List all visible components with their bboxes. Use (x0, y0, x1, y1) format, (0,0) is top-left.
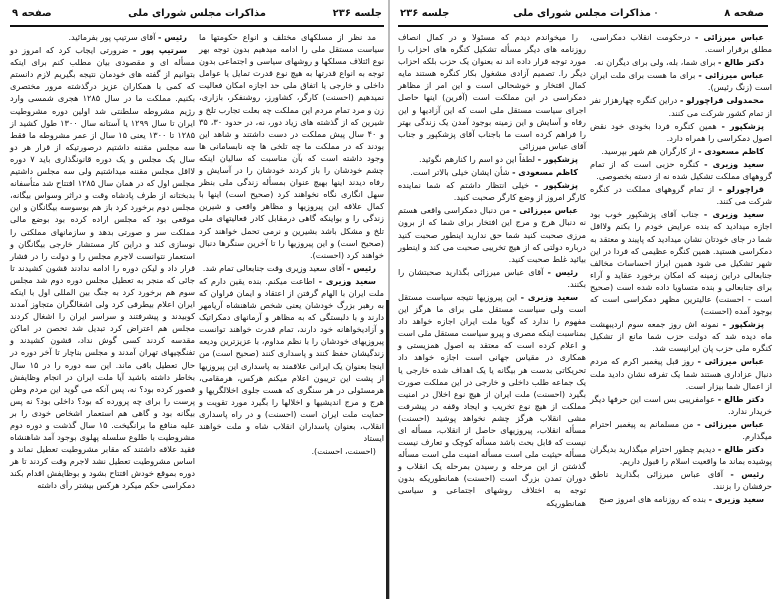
speech-paragraph (398, 31, 586, 152)
speech-paragraph (590, 183, 772, 207)
speaker-name: رئیس - (347, 262, 376, 273)
speaker-name: محمدولی قراچورلو - (679, 95, 765, 106)
speaker-name: پزشکپور - (721, 120, 764, 131)
speech-paragraph (398, 204, 586, 264)
speech-paragraph (590, 120, 772, 144)
speaker-name: سعید وزیری - (708, 494, 764, 505)
speech-text: برای شما، بله، ولی برای دیگران نه. (594, 57, 716, 68)
speech-text: شأن ایشان خیلی بالاتر است. (410, 167, 510, 178)
speech-text: از تمام گروههای مملکت در کنگره شرکت می کنند. (590, 184, 772, 207)
speech-text: را میخواندم دیدم که مسئولا و در کمال انصاف روزنامه های دیگر مسأله تشکیل کنگره های احزاب را مورد توجه قرار داده اند نه بعنوان یک حزب بلکه احزاب دیگر را. تصمیم آزادی مشغول بکار کنگره هستند مایه کمال افتخار و خوشحالی است و این امر از مظاهر دمکراسی در این مملکت است (آفرین) اینها حاصل اجرای سیاست مستقل ملی است که این آزادیها و این رفاه و آسایش و این زمینه بوجود آمدن یک زندگی بهتر را فراهم کرده است ما باجناب آقای پزشکپور و جناب آقای عباس میرزائی (398, 32, 586, 151)
speech-text: جناب آقای پزشکپور خوب بود اجازه میدادید که بنده عرایض خودم را بکنم ولااقل شما در جای خودتان نشان میدادید که پایبند و معتقد به دمکراسی هستید. همین کنگره عظیمی که فردا در این شهر تشکیل می شود همین ابراز احساسات مخالف جنابعالی دراین زمینه که امکان برخورد عقاید و آراء برای جنابعالی و بنده متساویا داده شده است (صحیح است - احسنت) عالیترین مظهر دمکراسی است که بوجود آمده (احسنت) (590, 209, 772, 317)
speaker-name: رئیس - (158, 32, 187, 42)
right-page (390, 0, 778, 599)
page-gutter-shadow (386, 300, 389, 599)
speech-text: دراین کنگره چهارهزار نفر از تمام کشور شرکت می کنند. (590, 95, 772, 118)
speech-paragraph (590, 493, 772, 505)
speech-text: برای ما هست برای ملت ایران است (زنگ رئیس). (590, 70, 772, 93)
page-header (400, 8, 764, 24)
speaker-name: دکتر طالع - (718, 57, 764, 68)
speech-paragraph (590, 145, 772, 157)
speech-text: نمونه اش روز جمعه سوم اردیبهشت ماه دیده شد که دولت حزب شما مانع از تشکیل کنگره ملی حزب پان ایرانیست شد. (590, 319, 772, 354)
header-rule (398, 25, 768, 27)
speaker-name: کاظم مسعودی - (698, 145, 764, 156)
speech-text: از کارگران هم شهر بپرسید. (601, 145, 696, 156)
speech-text: لطفاً این دو اسم را کنارهم نگوئید. (419, 153, 535, 164)
speech-text: کنگره حزبی است که از تمام گروههای مملکت تشکیل شده نه از دسته بخصوصی. (590, 158, 772, 182)
speech-paragraph (199, 275, 384, 444)
page-number: صفحه ۸ (724, 8, 764, 19)
running-title: مذاکرات مجلس شورای ملی (513, 8, 651, 19)
speech-text: روز قبل پیغمبر اکرم که مردم دنبال عزاداری هستند شما یک تفرقه نشان دادید ملت از اعمال شما بیزار است. (590, 356, 772, 391)
speech-paragraph (398, 291, 586, 509)
speaker-name: سعید وزیری - (703, 209, 764, 220)
speech-paragraph (199, 445, 384, 457)
speech-text: دیدیم چطور احترام میگذارید بدیگران پوشیده بماند ما واقعیت اسلام را قبول داریم. (590, 444, 772, 467)
running-title: مذاکرات مجلس شورای ملی (128, 8, 266, 19)
text-column-left (398, 31, 586, 510)
speech-paragraph (590, 393, 772, 417)
speaker-name: رئیس - (547, 266, 578, 277)
speech-text: بنده که روزنامه های امروز صبح (599, 494, 707, 505)
speaker-name: سرتیپ پور - (132, 45, 187, 56)
speech-text: آقای عباس میرزائی بگذارید ناطق حرفشان را بزنند. (590, 469, 772, 492)
speech-paragraph (590, 468, 772, 492)
speech-paragraph (398, 179, 586, 203)
text-column-right (590, 31, 772, 507)
header-rule (10, 25, 384, 27)
text-column-right (199, 31, 384, 458)
speech-text: (احسنت، احسنت). (311, 446, 376, 457)
speaker-name: سعید وزیری - (704, 158, 764, 169)
speech-paragraph (590, 94, 772, 118)
speech-paragraph (590, 443, 772, 467)
speech-paragraph (590, 56, 772, 68)
speech-paragraph (590, 31, 772, 55)
speaker-name: دکتر طالع - (717, 393, 764, 404)
left-page (0, 0, 388, 599)
session-number: جلسه ۲۳۶ (332, 8, 382, 19)
speaker-name: عباس میرزائی - (697, 418, 764, 429)
speech-text: این پیروزیها نتیجه سیاست مستقل است ولی سیاست مستقل ملی برای ما هرگز این مفهوم را ندارد که گویا ملت ایران اجازه خواهد داد بمناسبت اینکه مصری و پیرو سیاست مستقل ملی است و اعلام کرده است که معتقد به اصول همزیستی و همکاری در مقیاس جهانی است اجازه خواهد داد تحریکاتی بدست هر بیگانه یا یک اهداف شده خارجی یا یک جماعه طلب داخلی و خارجی در این مملکت صورت بگیرد (احسنت) ملت ایران از هیچ نوع اخلال در امنیت مملکت از هیچ نوع تخریب و ایجاد وقفه در پیشرفت مشی انقلاب هرگز چشم نخواهد پوشید (احسنت) مسأله انقلاب، پیروزیهای حاصل از انقلاب، مسأله ای نیست که قابل بحث باشد مسأله کوچک و تعارف نیست مسأله حیثیت ملی است مسأله امنیت ملی است مسأله گذشتن از این مرحله و رسیدن بمرحله یک انقلاب و دوران تمدن بزرگ است (احسنت) همانطوریکه بدون توجه به اختلاف روشهای اجتماعی و سیاسی همانطوریکه (397, 291, 586, 508)
speech-paragraph (398, 266, 586, 290)
speech-paragraph (590, 318, 772, 354)
speech-paragraph (590, 208, 772, 317)
speaker-name: عباس میرزائی - (697, 356, 764, 367)
text-column-left (10, 31, 195, 493)
speaker-name: سعید وزیری - (318, 275, 376, 286)
session-number: جلسه ۲۳۶ (400, 8, 450, 19)
speaker-name: رئیس - (730, 469, 765, 480)
speech-text: خیلی انتظار داشتم که شما نماینده کارگر امروز از وضع کارگر صحبت کنید. (398, 180, 586, 203)
speech-text: ضرورتی ایجاب کرد که امروز دو مسأله ای و مقصودی بیان مطلب کنم برای اینکه بتوانیم از گفته های خودمان نتیجه بگیریم لازم دانستم که کمی با همکاران عزیز درگذشته مرور مختصری بکنیم. مملکت ما در سال ۱۲۸۵ هجری شمسی وارد رژیم مشروطه سلطنتی شد اولین دوره مشروطیت ایران تا سال ۱۲۹۹ یا آستانه سال ۱۳۰۰ طول کشید از ۱۲۸۵ تا ۱۳۰۰ یعنی ۱۵ سال از عمر مشروطه ما فقط سه مجلس مقننه داشتیم درصورتیکه از قرار هر دو سال یک مجلس و یک دوره قانونگذاری باید ۷ دوره لااقل مجلس مقننه میداشتیم ولی سه مجلس داشتیم مجلس اول که در همان سال ۱۲۸۵ افتتاح شد متأسفانه بدبختانه از طرف پادشاه وقت و دراثر وسواس بیگانه، مجلس دوم برخورد کرد باز هم بوسوسه بیگانگان و این موقعی بود که مجلس اراده کرده بود بوضع مالی مملکت سر و صورتی بدهد و سازمانهای مملکتی را نوسازی کند و دراین کار مستشار خارجی بیگانگان و استعمار نتوانست لاجرم مجلس را و دولت را در فشار قرار داد و لیکن دوره را ادامه ندادند قشون کشیدند تا جائی که منجر به تعطیل مجلس دوره دوم شد مجلس سوم هم برخورد کرد به جنگ بین المللی اول با اینکه ایران اعلام بیطرفی کرد ولی اشغالگران متجاوز آمدند کوبیدند و پیشرفتند و سراسر ایران را اشغال کردند مجلس هم اعتراض کرد تبدیل شد تحصن در اماکن مقدسه کردند کسی گوش نداد، قشون کشیدند و تفنگچیهای تهران آمدند و مجلس بناچار تا آخر دوره در حال تعطیل باقی ماند. این سه دوره را در ۱۵ سال بخاطر داشته باشید آیا ملت ایران در انجام وظایفش قصور کرده بود؟ نه، پس آنکه می گوید این مردم وطن پرست را برای چه پرورده که بود؟ داخلی بود؟ نه پس بیگانه بود و گاهی هم استعمار اشخاص خودی را بر علیه منافع ما برانگیخت. ۱۵ سال گذشت و دوره دوم مشروطیت با طلوع سلسله پهلوی بوجود آمد شاهنشاه فقید علاقه داشتند که مقابر مشروطیت تعطیل نماند و اساس مشروطیت تعطیل نشد لاجرم وقت کردند تا هر دوره بموقع خودش افتتاح بشود و بوظایفش اقدام بکند دمکراسی حکم میکرد هرکس بیشتر رأی داشته (10, 45, 196, 491)
speech-text: آقای عباس میرزائی بگذارید صحبتشان را بکنند. (398, 266, 586, 289)
speaker-name: سعید وزیری - (520, 291, 578, 302)
speech-text: اطاعت میکنم. بنده یقین دارم که ملت ایران با الهام گرفتن از اعتقاد و ایمان فراوان که به رهبر بزرگ خودشان یعنی شخص شاهنشاه آریامهر دارند و با دلبستگی که به مظاهر و آرمانهای دمکراتیک و آزادیخواهانه خود دارند، تمام قدرت خواهند توانست پیروزیهای خودشان را با نظم مداوم، با عزیزترین ودیعه زندگیشان حفظ کنند و پاسداری کنند (صحیح است) من اینجا بعنوان یک ایرانی علاقمند به پاسداری این پیروزیها از پشت این تریبون اعلام میکنم هرکس، هرمقامی، هرمسئولی در هر سنگری که هست جلوی اخلالگریها و هرج و مرج اندیشیها و اخلالها را بگیرد مورد تقویت و حمایت ملت ایران است (احسنت) و در راه پاسداری انقلاب، بعنوان پاسداران انقلاب شاه و ملت خواهند ایستاد (199, 275, 384, 444)
speech-paragraph (398, 153, 586, 165)
speech-text: من مسلمانم به پیغمبر احترام میگذارم. (590, 418, 772, 441)
speaker-name: پزشکپور - (722, 319, 764, 330)
speech-paragraph (590, 158, 772, 182)
speech-text: آقای سعید وزیری وقت جنابعالی تمام شد. (202, 262, 345, 273)
speaker-name: دکتر طالع - (717, 444, 765, 455)
speech-paragraph (10, 31, 195, 43)
speech-paragraph (590, 355, 772, 391)
speech-paragraph (590, 418, 772, 442)
speech-paragraph (199, 262, 384, 274)
speaker-name: پزشکپور - (537, 153, 578, 164)
speaker-name: پزشکپور - (534, 180, 578, 191)
speech-paragraph (10, 44, 195, 491)
page-header (12, 8, 382, 24)
speech-text: درحکومت انقلاب دمکراسی، مطلق برقرار است. (590, 32, 772, 55)
speech-text: همین کنگره فردا بخودی خود نقض اصول دمکراسی را همراه دارد. (590, 120, 772, 143)
page-number: صفحه ۹ (12, 8, 52, 19)
speech-text: عوامفریبی بس است این حرفها دیگر خریدار ندارد. (590, 393, 772, 416)
speech-text: مد نظر از مسلکهای مختلف و انواع حکومتها ما سیاست مستقل ملی را ادامه میدهیم بدون توجه بهر نوع ائتلاف مسلکها و روشهای سیاسی و اجتماعی بدون توجه به انواع قدرتها به هیچ نوع قدرت تمایل یا عوامل داخلی و خارجی یا اتفاق ملی حد اجازه امکان فعالیت نمیدهیم (احسنت) کارگر، کشاورز، روشنفکر، بازاری، زن و مرد تمام مردم این مملکت چه بعلت تجارب تلخ و شیرین که از گذشته های زیاد دور، نه، در حدود ۳۰، ۳۵ و ۴۰ سال پیش مملکت در دست داشتند و شاهد این بودند که در مملکت ما چه تلخی ها چه نابسامانی ها وجود داشته است که بآن مناسبت که سالیان اینکه چشم خودشان را باز کردند خودشان را در آسایش و رفاه دیدند اینها بهیچ عنوان بمسأله زندگی ملی بنظر سهل انگاری نگاه نخواهند کرد (صحیح است) اینها با کمال علاقه این پیروزیها و مظاهر واقعی و شیرین زندگی را و بواینکه گاهی درمقابل کادر فعالیتهای ملی تلخ و مشکل باشد بشیرین و نرمی تحمل خواهند کرد (صحیح است) و این پیروزیها را تا آخرین سنگرها دنبال خواهند کرد (احسنت). (199, 32, 385, 260)
speaker-name: کاظم مسعودی - (512, 167, 578, 178)
speaker-name: عباس میرزائی - (698, 70, 764, 81)
speech-text: من دنبال دمکراسی واقعی هستم نه دنبال هرج و مرج این افتخار برای شما که از برون مرزی صحبت کنید شما حق ندارید اینطور صحبت کنید درباره دولتی که از هیچ تخریبی صحبت می کند و اینطور بیائید غلط صحبت کنید. (398, 205, 586, 264)
speech-paragraph (199, 31, 384, 261)
speech-paragraph (590, 69, 772, 93)
speaker-name: قراچورلو - (718, 184, 764, 195)
speech-text: آقای سرتیپ پور بفرمائید. (68, 32, 156, 42)
speech-paragraph (398, 166, 586, 178)
speaker-name: عباس میرزائی - (694, 32, 764, 42)
speaker-name: عباس میرزائی - (512, 205, 578, 216)
